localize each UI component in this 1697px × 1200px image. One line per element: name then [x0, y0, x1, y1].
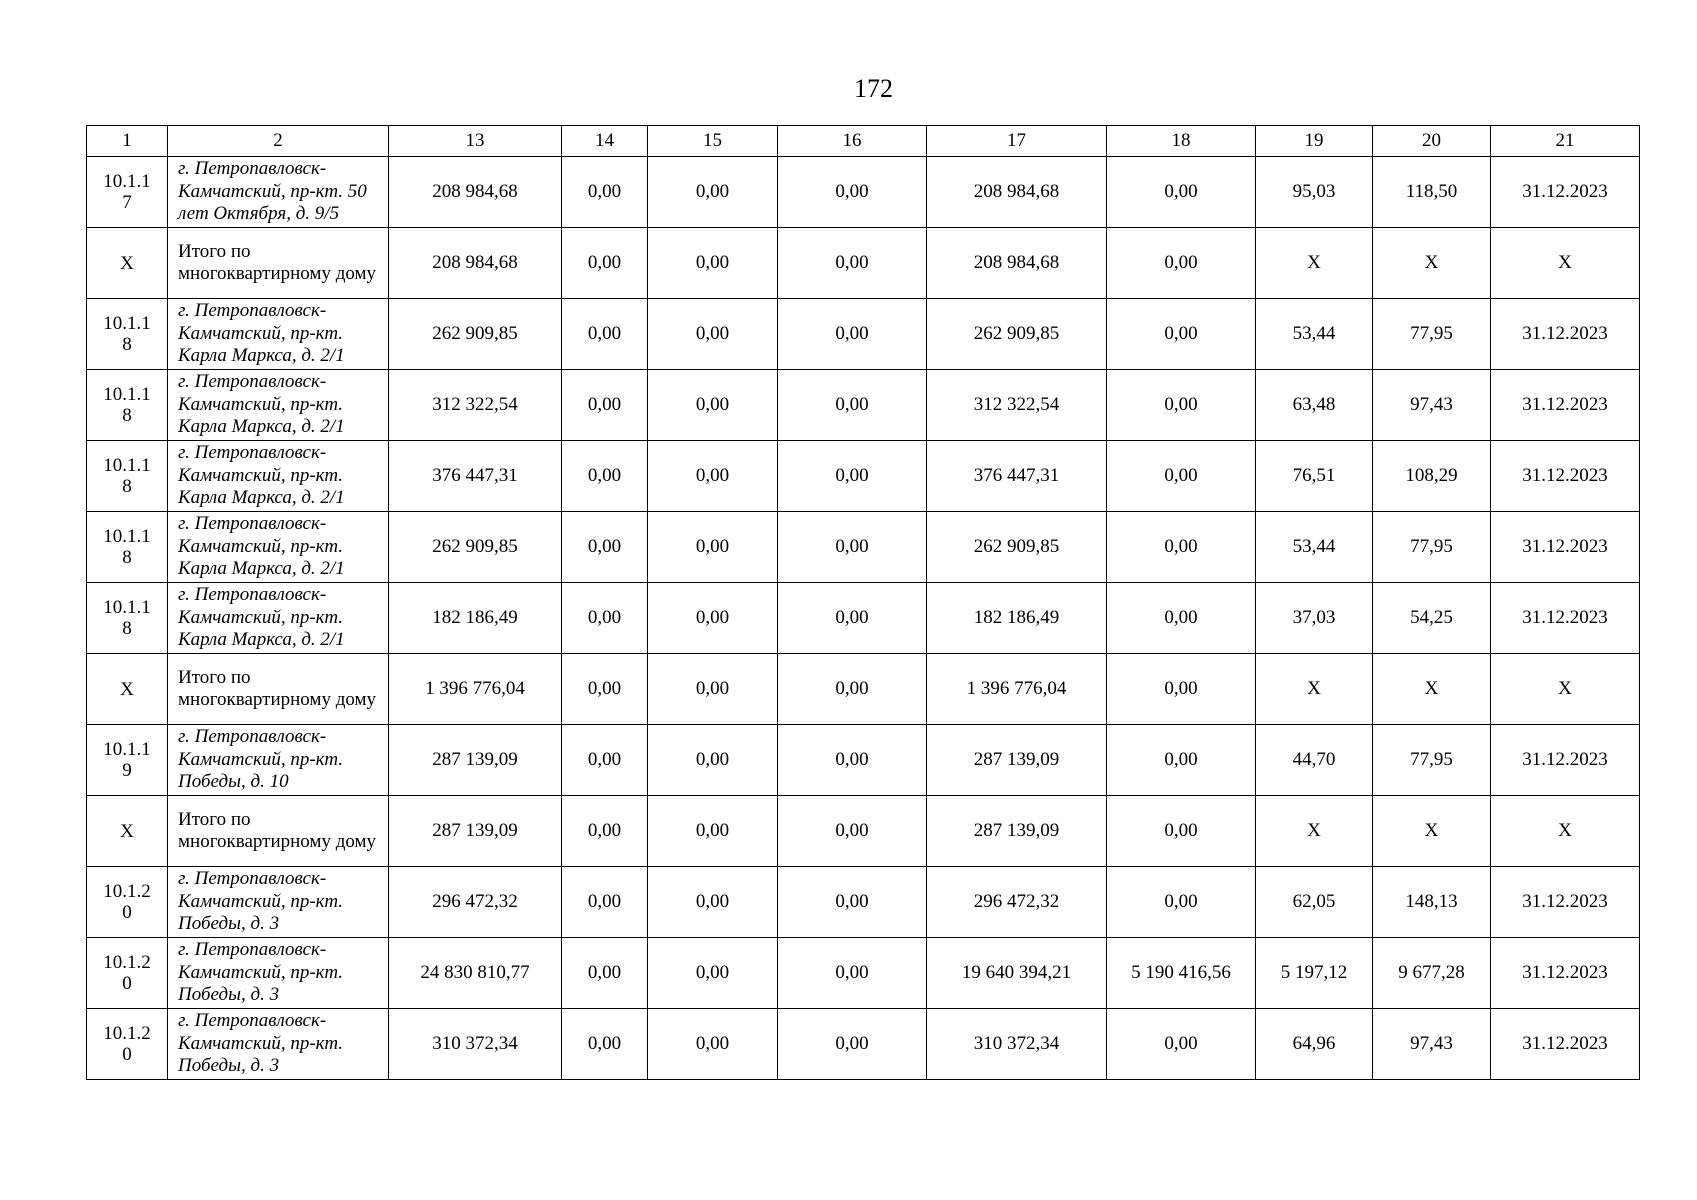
column-header: 20: [1373, 126, 1491, 157]
cell-item-code: 10.1.2 0: [87, 1009, 168, 1080]
cell-col-21: Х: [1491, 796, 1640, 867]
cell-col-13: 310 372,34: [389, 1009, 562, 1080]
cell-col-18: 0,00: [1107, 867, 1256, 938]
cell-col-19: 53,44: [1256, 299, 1373, 370]
cell-col-14: 0,00: [562, 299, 648, 370]
cell-col-16: 0,00: [778, 512, 927, 583]
cell-col-18: 0,00: [1107, 654, 1256, 725]
cell-col-13: 24 830 810,77: [389, 938, 562, 1009]
cell-col-20: 148,13: [1373, 867, 1491, 938]
cell-address: г. Петропавловск-Камчатский, пр-кт. Карла Маркса, д. 2/1: [168, 370, 389, 441]
cell-col-21: 31.12.2023: [1491, 441, 1640, 512]
cell-col-13: 182 186,49: [389, 583, 562, 654]
cell-col-19: Х: [1256, 796, 1373, 867]
cell-col-21: 31.12.2023: [1491, 583, 1640, 654]
cell-col-21: 31.12.2023: [1491, 1009, 1640, 1080]
column-header: 21: [1491, 126, 1640, 157]
cell-col-21: 31.12.2023: [1491, 938, 1640, 1009]
table-row: [87, 796, 1640, 867]
cell-col-13: 376 447,31: [389, 441, 562, 512]
cell-item-code: 10.1.1 8: [87, 299, 168, 370]
cell-col-17: 376 447,31: [927, 441, 1107, 512]
table-body: [87, 157, 1640, 1080]
cell-col-21: 31.12.2023: [1491, 157, 1640, 228]
cell-address: Итого по многоквартирному дому: [168, 796, 389, 867]
column-header: 13: [389, 126, 562, 157]
cell-col-19: 44,70: [1256, 725, 1373, 796]
cell-col-14: 0,00: [562, 867, 648, 938]
cell-col-15: 0,00: [648, 654, 778, 725]
cell-address: г. Петропавловск-Камчатский, пр-кт. Карла Маркса, д. 2/1: [168, 583, 389, 654]
cell-col-18: 0,00: [1107, 1009, 1256, 1080]
cell-col-15: 0,00: [648, 583, 778, 654]
table-row: [87, 725, 1640, 796]
cell-col-21: Х: [1491, 654, 1640, 725]
cell-col-16: 0,00: [778, 867, 927, 938]
cell-col-14: 0,00: [562, 938, 648, 1009]
cell-col-16: 0,00: [778, 370, 927, 441]
cell-col-13: 312 322,54: [389, 370, 562, 441]
cell-col-21: 31.12.2023: [1491, 299, 1640, 370]
cell-item-code: 10.1.1 8: [87, 370, 168, 441]
page-number: 172: [854, 74, 893, 103]
cell-col-14: 0,00: [562, 796, 648, 867]
cell-col-13: 1 396 776,04: [389, 654, 562, 725]
cell-address: г. Петропавловск-Камчатский, пр-кт. Победы, д. 3: [168, 938, 389, 1009]
cell-col-14: 0,00: [562, 725, 648, 796]
column-header: 15: [648, 126, 778, 157]
table-row: [87, 938, 1640, 1009]
table-row: [87, 654, 1640, 725]
cell-col-16: 0,00: [778, 299, 927, 370]
cell-col-17: 312 322,54: [927, 370, 1107, 441]
cell-col-13: 287 139,09: [389, 796, 562, 867]
cell-address: г. Петропавловск-Камчатский, пр-кт. Победы, д. 3: [168, 1009, 389, 1080]
cell-col-17: 287 139,09: [927, 796, 1107, 867]
cell-col-19: 53,44: [1256, 512, 1373, 583]
cell-col-17: 262 909,85: [927, 299, 1107, 370]
cell-col-13: 262 909,85: [389, 512, 562, 583]
cell-col-14: 0,00: [562, 654, 648, 725]
cell-col-17: 296 472,32: [927, 867, 1107, 938]
header-row: [87, 126, 1640, 157]
cell-col-19: 62,05: [1256, 867, 1373, 938]
cell-col-17: 1 396 776,04: [927, 654, 1107, 725]
cell-col-18: 0,00: [1107, 725, 1256, 796]
table-row: [87, 157, 1640, 228]
column-header: 14: [562, 126, 648, 157]
cell-col-15: 0,00: [648, 725, 778, 796]
cell-col-17: 310 372,34: [927, 1009, 1107, 1080]
cell-col-21: 31.12.2023: [1491, 512, 1640, 583]
cell-col-13: 287 139,09: [389, 725, 562, 796]
cell-col-15: 0,00: [648, 299, 778, 370]
column-header: 17: [927, 126, 1107, 157]
cell-col-14: 0,00: [562, 583, 648, 654]
cell-item-code: 10.1.1 8: [87, 583, 168, 654]
cell-col-18: 0,00: [1107, 299, 1256, 370]
cell-col-18: 0,00: [1107, 796, 1256, 867]
cell-col-19: 63,48: [1256, 370, 1373, 441]
cell-col-18: 0,00: [1107, 370, 1256, 441]
cell-col-14: 0,00: [562, 228, 648, 299]
cell-col-13: 296 472,32: [389, 867, 562, 938]
cell-col-13: 208 984,68: [389, 228, 562, 299]
cell-col-15: 0,00: [648, 867, 778, 938]
cell-address: г. Петропавловск-Камчатский, пр-кт. Победы, д. 10: [168, 725, 389, 796]
cell-col-20: Х: [1373, 654, 1491, 725]
cell-col-20: Х: [1373, 228, 1491, 299]
cell-item-code: Х: [87, 796, 168, 867]
cell-col-15: 0,00: [648, 938, 778, 1009]
cell-col-20: 97,43: [1373, 1009, 1491, 1080]
cell-col-17: 208 984,68: [927, 157, 1107, 228]
cell-col-19: 37,03: [1256, 583, 1373, 654]
cell-col-18: 0,00: [1107, 583, 1256, 654]
cell-col-15: 0,00: [648, 1009, 778, 1080]
cell-col-20: 97,43: [1373, 370, 1491, 441]
cell-col-21: Х: [1491, 228, 1640, 299]
cell-col-19: 76,51: [1256, 441, 1373, 512]
cell-col-16: 0,00: [778, 725, 927, 796]
cell-col-19: 64,96: [1256, 1009, 1373, 1080]
cell-col-14: 0,00: [562, 512, 648, 583]
cell-col-17: 182 186,49: [927, 583, 1107, 654]
cell-col-16: 0,00: [778, 938, 927, 1009]
cell-col-18: 0,00: [1107, 228, 1256, 299]
cell-col-18: 5 190 416,56: [1107, 938, 1256, 1009]
cell-col-14: 0,00: [562, 370, 648, 441]
table-row: [87, 228, 1640, 299]
cell-col-21: 31.12.2023: [1491, 370, 1640, 441]
cell-col-17: 287 139,09: [927, 725, 1107, 796]
cell-col-16: 0,00: [778, 796, 927, 867]
cell-col-14: 0,00: [562, 157, 648, 228]
cell-col-20: 9 677,28: [1373, 938, 1491, 1009]
cell-item-code: 10.1.2 0: [87, 938, 168, 1009]
cell-address: г. Петропавловск-Камчатский, пр-кт. Карла Маркса, д. 2/1: [168, 441, 389, 512]
cell-col-20: 54,25: [1373, 583, 1491, 654]
cell-item-code: Х: [87, 228, 168, 299]
cell-item-code: 10.1.1 9: [87, 725, 168, 796]
cell-col-19: Х: [1256, 228, 1373, 299]
cell-col-18: 0,00: [1107, 512, 1256, 583]
cell-item-code: 10.1.1 7: [87, 157, 168, 228]
cell-item-code: Х: [87, 654, 168, 725]
cell-col-20: 77,95: [1373, 299, 1491, 370]
cell-col-19: Х: [1256, 654, 1373, 725]
cell-col-17: 262 909,85: [927, 512, 1107, 583]
cell-col-15: 0,00: [648, 228, 778, 299]
cell-col-16: 0,00: [778, 228, 927, 299]
cell-col-14: 0,00: [562, 1009, 648, 1080]
cell-col-15: 0,00: [648, 370, 778, 441]
cell-address: Итого по многоквартирному дому: [168, 654, 389, 725]
cell-item-code: 10.1.1 8: [87, 512, 168, 583]
cell-col-16: 0,00: [778, 441, 927, 512]
cell-col-17: 208 984,68: [927, 228, 1107, 299]
cell-col-18: 0,00: [1107, 441, 1256, 512]
cell-col-15: 0,00: [648, 512, 778, 583]
cell-col-15: 0,00: [648, 441, 778, 512]
column-header: 18: [1107, 126, 1256, 157]
cell-address: г. Петропавловск-Камчатский, пр-кт. Победы, д. 3: [168, 867, 389, 938]
table-row: [87, 512, 1640, 583]
column-header: 1: [87, 126, 168, 157]
cell-col-20: 108,29: [1373, 441, 1491, 512]
cell-col-20: 118,50: [1373, 157, 1491, 228]
cell-item-code: 10.1.1 8: [87, 441, 168, 512]
cell-col-13: 208 984,68: [389, 157, 562, 228]
cell-item-code: 10.1.2 0: [87, 867, 168, 938]
cell-col-20: 77,95: [1373, 512, 1491, 583]
table-row: [87, 583, 1640, 654]
table-row: [87, 299, 1640, 370]
cell-col-21: 31.12.2023: [1491, 725, 1640, 796]
column-header: 19: [1256, 126, 1373, 157]
column-header: 16: [778, 126, 927, 157]
cell-col-13: 262 909,85: [389, 299, 562, 370]
cell-address: г. Петропавловск-Камчатский, пр-кт. Карла Маркса, д. 2/1: [168, 299, 389, 370]
cell-col-16: 0,00: [778, 1009, 927, 1080]
column-header: 2: [168, 126, 389, 157]
cell-col-21: 31.12.2023: [1491, 867, 1640, 938]
table-row: [87, 370, 1640, 441]
cell-col-15: 0,00: [648, 796, 778, 867]
cell-col-18: 0,00: [1107, 157, 1256, 228]
cell-address: Итого по многоквартирному дому: [168, 228, 389, 299]
cell-col-14: 0,00: [562, 441, 648, 512]
cell-address: г. Петропавловск-Камчатский, пр-кт. Карла Маркса, д. 2/1: [168, 512, 389, 583]
cell-col-20: 77,95: [1373, 725, 1491, 796]
table-row: [87, 867, 1640, 938]
cell-col-17: 19 640 394,21: [927, 938, 1107, 1009]
cell-col-19: 5 197,12: [1256, 938, 1373, 1009]
cell-col-15: 0,00: [648, 157, 778, 228]
table-row: [87, 441, 1640, 512]
cell-col-19: 95,03: [1256, 157, 1373, 228]
cell-col-20: Х: [1373, 796, 1491, 867]
cell-col-16: 0,00: [778, 157, 927, 228]
cell-col-16: 0,00: [778, 654, 927, 725]
table-row: [87, 1009, 1640, 1080]
cell-col-16: 0,00: [778, 583, 927, 654]
data-table: [86, 125, 1640, 1080]
cell-address: г. Петропавловск-Камчатский, пр-кт. 50 лет Октября, д. 9/5: [168, 157, 389, 228]
